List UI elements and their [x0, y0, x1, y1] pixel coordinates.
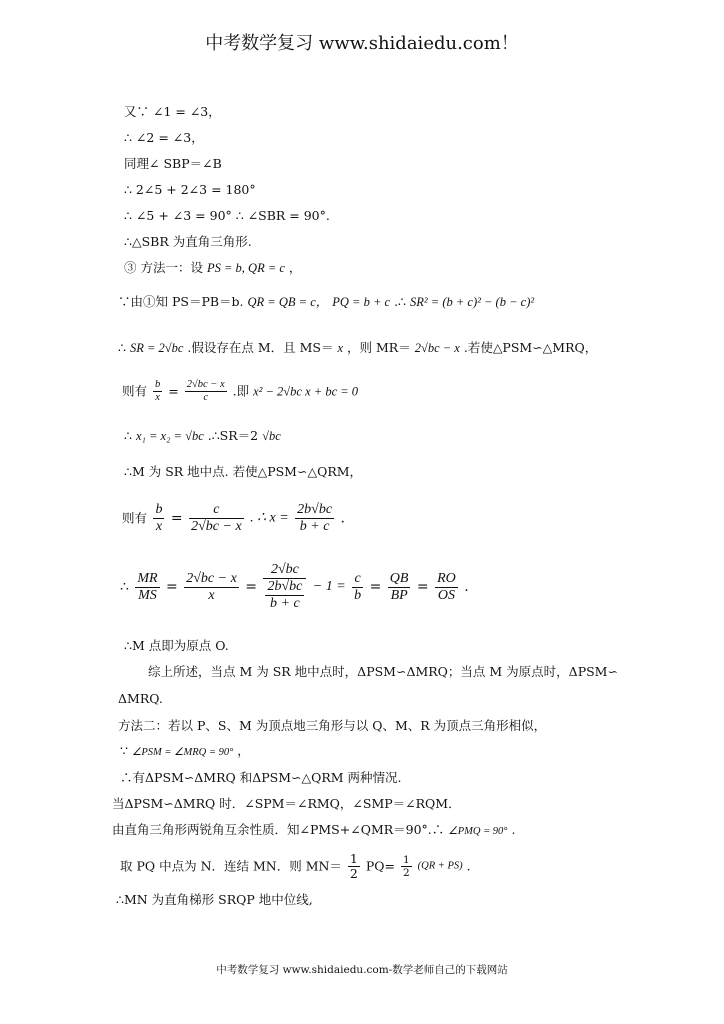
fraction-b-over-x	[153, 502, 164, 535]
line-13-x: . ∴ x =	[250, 510, 289, 526]
line-19-formula: ∠PSM = ∠MRQ = 90°	[131, 747, 234, 758]
fraction-one-half	[348, 852, 360, 882]
line-1: 又∵ ∠1 = ∠3，	[124, 104, 221, 119]
line-11	[124, 430, 281, 443]
denominator: 2	[402, 867, 410, 880]
line-7-text: ③ 方法一：设	[124, 260, 203, 275]
line-11-root: √bc	[262, 429, 281, 443]
equals: =	[166, 579, 178, 596]
numerator: 2√bc	[263, 562, 306, 579]
line-24: ∴MN 为直角梯形 SRQP 地中位线,	[116, 892, 313, 907]
line-9-x: x	[337, 341, 344, 355]
fraction-mr-over-c	[185, 379, 227, 404]
line-22	[112, 824, 515, 838]
line-19	[120, 745, 250, 759]
line-9-mr: 2√bc − x	[414, 341, 460, 355]
line-11-text: .∴SR＝2	[207, 428, 259, 443]
denominator: b	[354, 587, 362, 603]
denominator: x	[155, 519, 163, 535]
line-15: ∴M 点即为原点 O.	[124, 638, 229, 653]
line-16: 综上所述，当点 M 为 SR 地中点时，ΔPSM∽ΔMRQ；当点 M 为原点时，ΔPSM∽	[148, 664, 618, 679]
denominator: 2	[349, 866, 358, 882]
fraction-complex	[263, 562, 306, 612]
period: .	[464, 579, 469, 596]
minus-one: − 1 =	[312, 579, 346, 595]
line-8-text: ∵由①知 PS＝PB＝b.	[118, 294, 244, 309]
denominator: b + c	[299, 519, 330, 535]
equals: =	[245, 579, 257, 596]
line-9-sr: SR = 2√bc	[129, 341, 184, 355]
line-17: ΔMRQ.	[118, 691, 163, 706]
fraction-ro-over-os	[435, 571, 458, 604]
fraction-qb-over-bp	[388, 571, 411, 604]
line-12: ∴M 为 SR 地中点. 若使△PSM∽△QRM，	[124, 464, 363, 479]
line-9-text-a: .假设存在点 M．且 MS＝	[187, 340, 334, 355]
line-2: ∴ ∠2 = ∠3，	[124, 130, 204, 145]
line-11-therefore: ∴	[124, 428, 132, 443]
period: .	[511, 822, 516, 837]
fraction-x-solution	[295, 502, 334, 535]
numerator: 2√bc − x	[185, 379, 227, 392]
fraction-one-half-small	[401, 854, 412, 879]
numerator: MR	[135, 571, 159, 588]
line-21: 当ΔPSM∽ΔMRQ 时．∠SPM＝∠RMQ，∠SMP＝∠RQM．	[112, 796, 461, 811]
numerator: b	[153, 502, 164, 519]
line-6: ∴△SBR 为直角三角形.	[124, 234, 252, 249]
fraction-mr-over-x	[184, 571, 239, 604]
denominator: b + c	[270, 596, 300, 612]
denominator: MS	[138, 587, 157, 603]
line-23	[120, 852, 471, 882]
page-header: 中考数学复习 www.shidaiedu.com！	[205, 33, 519, 54]
therefore: ∴	[120, 579, 129, 596]
line-8-formula-c: SR² = (b + c)² − (b − c)²	[410, 295, 535, 309]
page-footer: 中考数学复习 www.shidaiedu.com-数学老师自己的下载网站	[216, 964, 508, 976]
fraction-c-over-mr	[189, 502, 244, 535]
line-7-end: ，	[288, 260, 302, 275]
line-22-formula: ∠PMQ = 90°	[448, 826, 508, 837]
line-10-text-b: .即	[232, 383, 250, 399]
fraction-mr-over-ms	[135, 571, 159, 604]
because: ∵	[120, 743, 128, 758]
numerator: b	[153, 379, 162, 392]
line-11-roots: x₁ = x₂ = √bc	[135, 429, 204, 443]
numerator: 1	[402, 854, 410, 867]
numerator: 2b√bc	[265, 579, 304, 596]
line-7-formula: PS = b, QR = c	[206, 261, 285, 275]
line-9	[118, 342, 597, 355]
denominator: OS	[437, 587, 455, 603]
equals: =	[168, 383, 179, 399]
line-13	[122, 502, 345, 535]
inner-fraction	[265, 579, 304, 612]
denominator: 2√bc − x	[191, 519, 242, 535]
line-23-formula: (QR + PS)	[417, 860, 463, 872]
denominator: x	[155, 392, 160, 404]
numerator: RO	[435, 571, 458, 588]
denominator	[263, 579, 306, 612]
line-10-text: 则有	[122, 383, 148, 399]
numerator: 1	[349, 851, 358, 866]
line-9-text-b: ，则 MR＝	[347, 340, 411, 355]
line-9-text-c: .若使△PSM∽△MRQ，	[463, 340, 598, 355]
line-13-text: 则有	[122, 510, 148, 526]
fraction-c-over-b	[352, 571, 363, 604]
line-9-therefore: ∴	[118, 340, 126, 355]
numerator: c	[189, 502, 244, 519]
period: .	[340, 510, 345, 527]
line-3: 同理∠ SBP＝∠B	[124, 156, 222, 171]
line-20: ∴有ΔPSM∽ΔMRQ 和ΔPSM∽△QRM 两种情况.	[120, 770, 402, 785]
numerator: c	[352, 571, 363, 588]
line-10-equation: x² − 2√bc x + bc = 0	[253, 384, 359, 399]
numerator: QB	[388, 571, 411, 588]
equals: =	[416, 579, 429, 596]
equals: =	[170, 510, 183, 527]
line-8-formula-b: PQ = b + c	[332, 295, 391, 309]
denominator: BP	[390, 587, 408, 603]
line-22-text: 由直角三角形两锐角互余性质．知∠PMS+∠QMR＝90°.∴	[112, 822, 445, 837]
line-23-pq: PQ=	[365, 858, 395, 874]
line-5: ∴ ∠5 + ∠3 = 90° ∴ ∠SBR = 90°.	[124, 208, 330, 223]
period: .	[466, 858, 471, 874]
line-10	[122, 379, 358, 404]
fraction-b-over-x	[153, 379, 162, 404]
equals: =	[369, 579, 382, 596]
line-23-text: 取 PQ 中点为 N．连结 MN．则 MN＝	[120, 858, 342, 874]
denominator: x	[208, 587, 215, 603]
line-8	[118, 296, 534, 309]
line-8-therefore: .∴	[394, 294, 407, 309]
line-14	[120, 562, 469, 612]
line-7	[124, 262, 301, 275]
numerator: 2b√bc	[295, 502, 334, 519]
numerator: 2√bc − x	[184, 571, 239, 588]
line-18: 方法二：若以 P、S、M 为顶点地三角形与以 Q、M、R 为顶点三角形相似，	[118, 718, 547, 733]
denominator: c	[203, 392, 208, 404]
comma: ，	[237, 743, 250, 758]
line-8-formula-a: QR = QB = c，	[247, 295, 329, 309]
line-4: ∴ 2∠5 + 2∠3 = 180°	[124, 182, 256, 197]
